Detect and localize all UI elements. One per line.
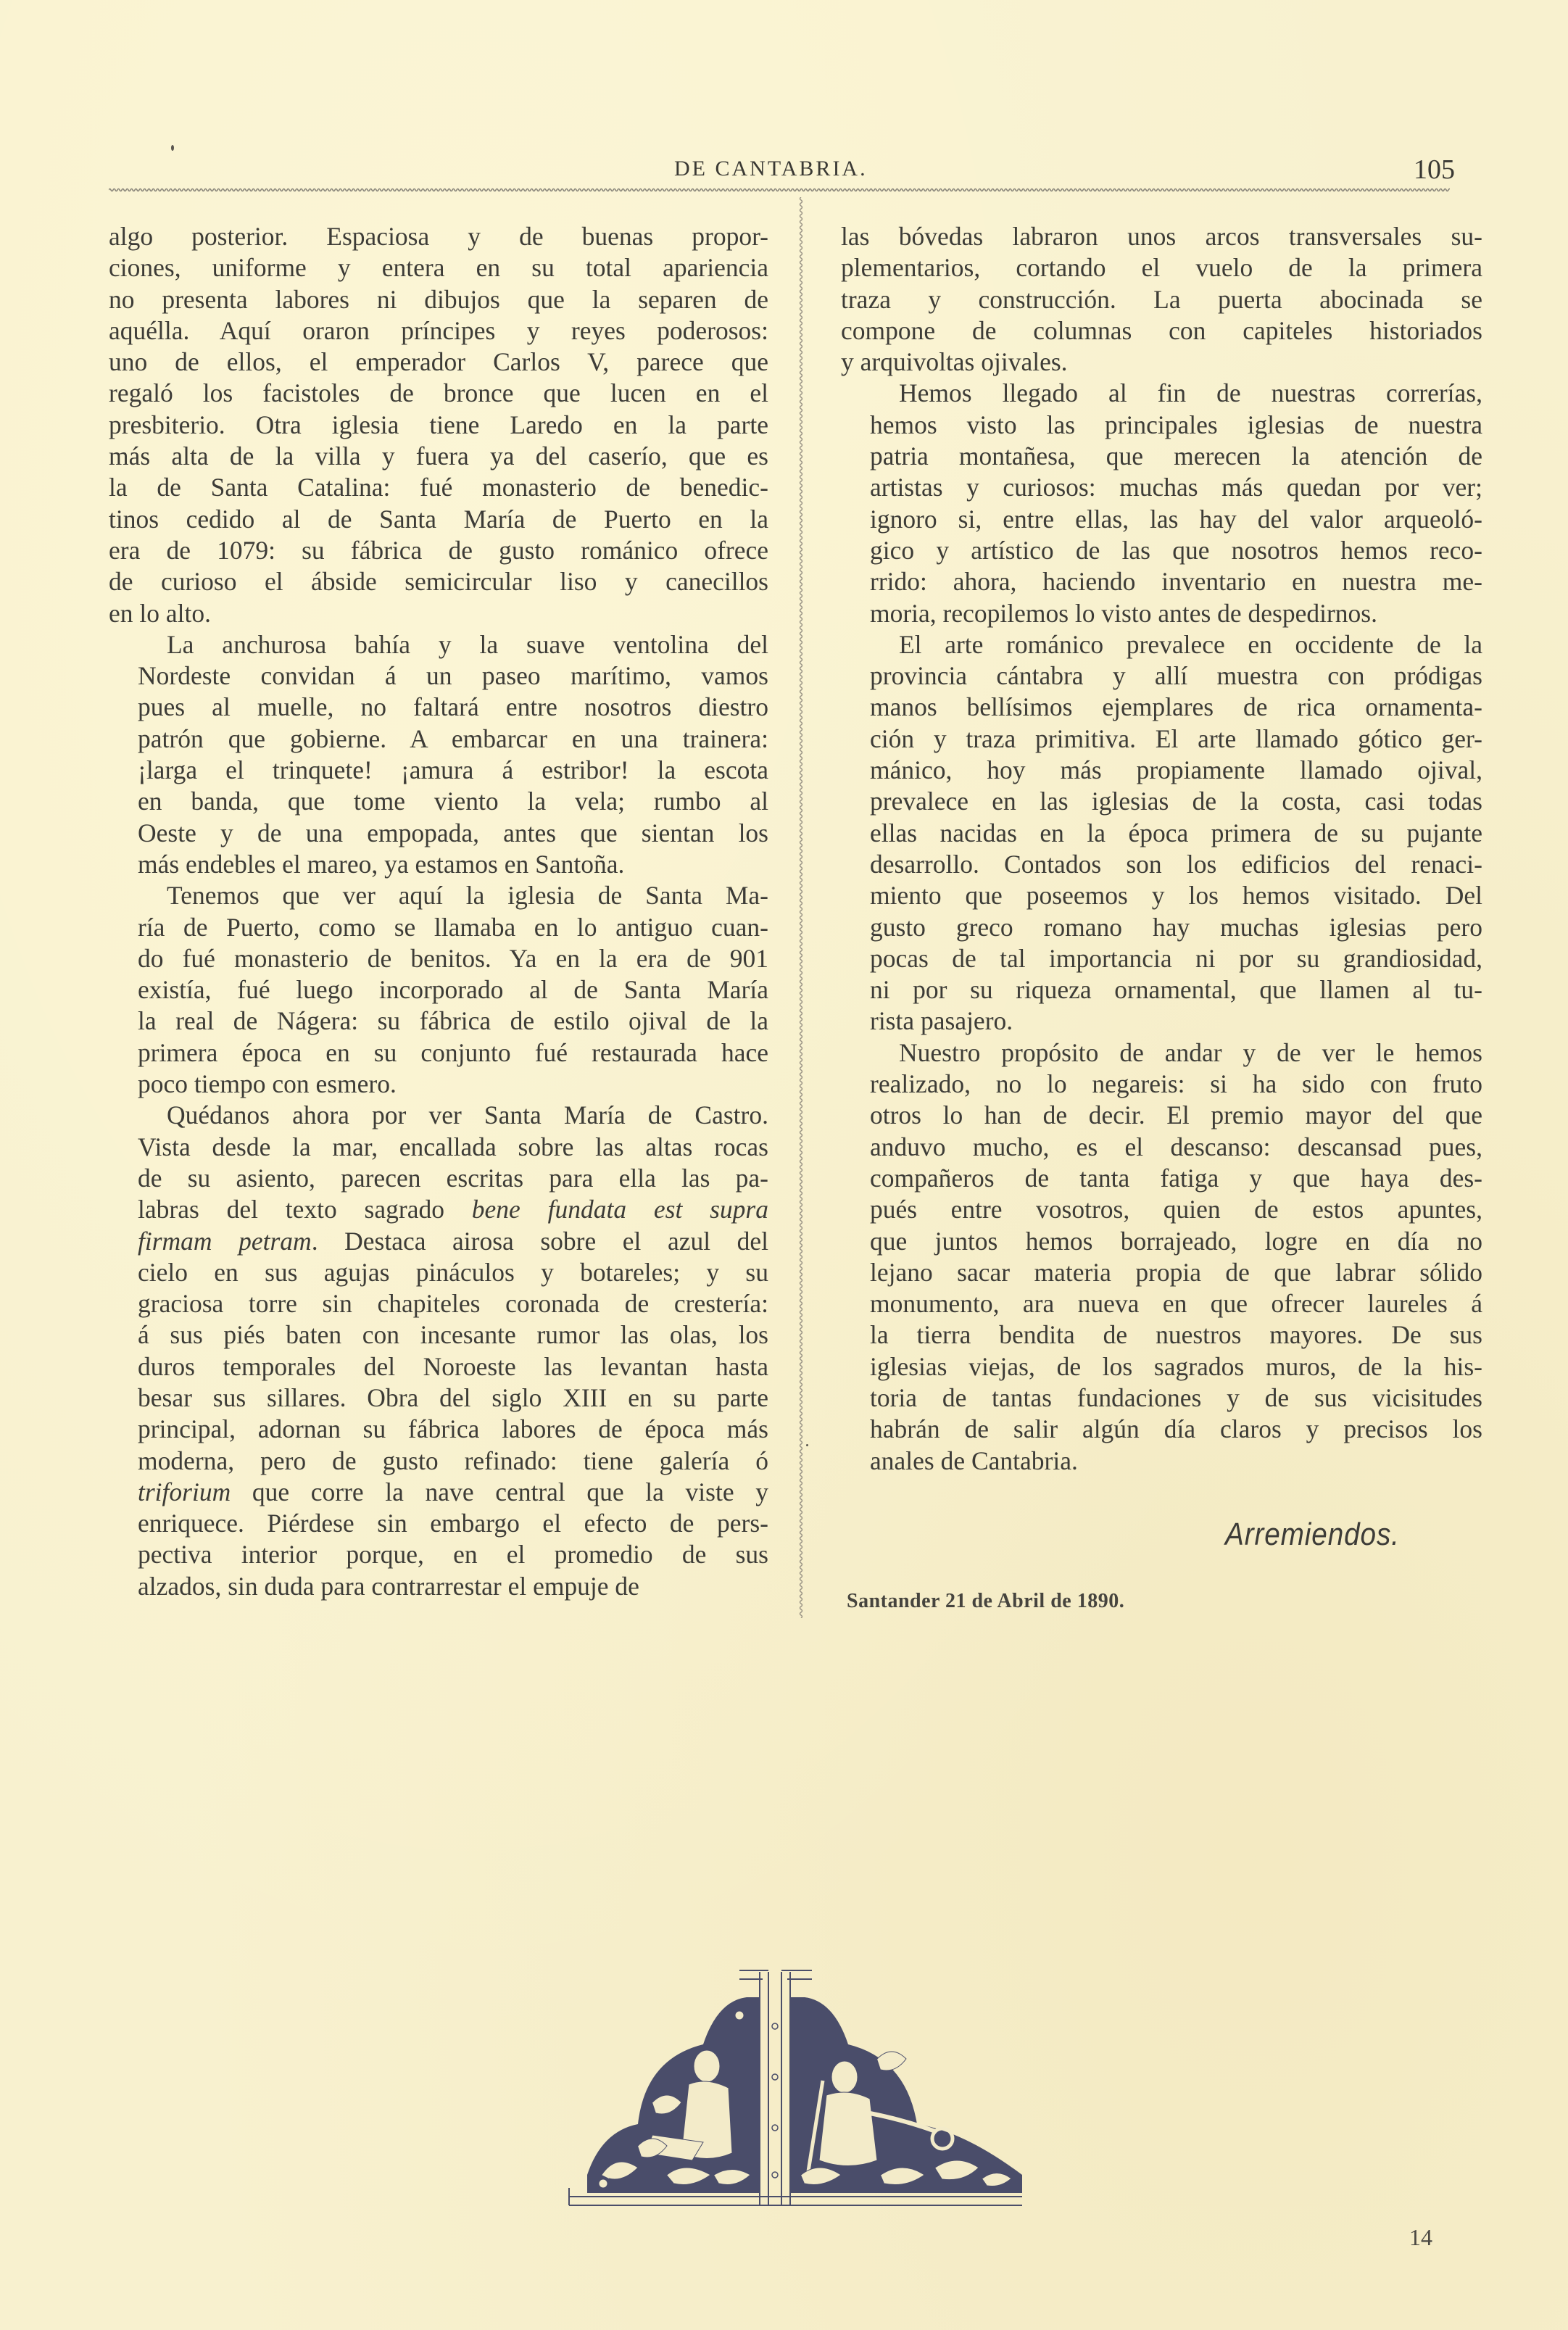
text-line: El arte románico prevalece en occidente de la: [899, 629, 1482, 659]
right-text-column: [841, 221, 1482, 1477]
text-line: iglesias viejas, de los sagrados muros, de la his-: [870, 1351, 1482, 1381]
text-line: graciosa torre sin chapiteles coronada de crestería:: [138, 1289, 768, 1319]
text-line: habrán de salir algún día claros y precisos los: [870, 1414, 1482, 1444]
text-line: lejano sacar materia propia de que labrar sólido: [870, 1257, 1482, 1287]
text-line: Oeste y de una empopada, antes que sientan los: [138, 818, 768, 847]
text-line: la de Santa Catalina: fué monasterio de benedic-: [109, 473, 768, 502]
text-line: la real de Nágera: su fábrica de estilo ojival de la: [138, 1006, 768, 1036]
text-line: anales de Cantabria.: [870, 1446, 1078, 1475]
column-separator-rule: [797, 197, 805, 1618]
author-signature: Arremiendos.: [1225, 1517, 1400, 1552]
text-line: regaló los facistoles de bronce que lucen en el: [109, 378, 768, 408]
text-line: monumento, ara nueva en que ofrecer laureles á: [870, 1289, 1482, 1319]
text-line: en banda, que tome viento la vela; rumbo al: [138, 787, 768, 816]
text-line: labras del texto sagrado bene fundata est supra: [138, 1195, 769, 1224]
text-line: triforium que corre la nave central que la viste y: [138, 1477, 768, 1506]
text-line: firmam petram. Destaca airosa sobre el azul del: [138, 1226, 768, 1256]
text-line: aquélla. Aquí oraron príncipes y reyes poderosos:: [109, 315, 768, 345]
text-line: y arquivoltas ojivales.: [841, 347, 1068, 377]
italic-latin-phrase: bene fundata est supra: [471, 1195, 769, 1224]
text-line: ni por su riqueza ornamental, que llamen al tu-: [870, 975, 1482, 1005]
text-line: patria montañesa, que merecen la atención de: [870, 441, 1482, 471]
text-line: cielo en sus agujas pináculos y botareles; y su: [138, 1257, 768, 1287]
text-line: Vista desde la mar, encallada sobre las altas rocas: [138, 1132, 768, 1161]
text-line: que juntos hemos borrajeado, logre en día no: [870, 1226, 1482, 1256]
text-line: traza y construcción. La puerta abocinada se: [841, 284, 1482, 314]
text-line: las bóvedas labraron unos arcos transversales su-: [841, 222, 1482, 251]
text-line: la tierra bendita de nuestros mayores. De sus: [870, 1320, 1482, 1350]
text-line: Quédanos ahora por ver Santa María de Castro.: [167, 1100, 768, 1130]
text-line: prevalece en las iglesias de la costa, casi todas: [870, 787, 1482, 816]
running-title: DE CANTABRIA.: [674, 157, 868, 181]
text-line: duros temporales del Noroeste las levantan hasta: [138, 1351, 768, 1381]
text-line: compone de columnas con capiteles historiados: [841, 315, 1482, 345]
text-line: realizado, no lo negareis: si ha sido con fruto: [870, 1069, 1482, 1099]
text-line: uno de ellos, el emperador Carlos V, parece que: [109, 347, 768, 377]
text-line: La anchurosa bahía y la suave ventolina del: [167, 629, 768, 659]
text-line: tinos cedido al de Santa María de Puerto en la: [109, 504, 768, 534]
text-line: patrón que gobierne. A embarcar en una trainera:: [138, 724, 768, 753]
text-line: ellas nacidas en la época primera de su pujante: [870, 818, 1482, 847]
paper-speck: [806, 1444, 808, 1446]
text-line: miento que poseemos y los hemos visitado. Del: [870, 881, 1482, 911]
text-line: gusto greco romano hay muchas iglesias pero: [870, 912, 1482, 942]
paragraph: [109, 880, 768, 1100]
tailpiece-vignette-icon: [558, 1957, 1037, 2226]
text-line: compañeros de tanta fatiga y que haya des-: [870, 1163, 1482, 1193]
text-line: mánico, hoy más propiamente llamado ojival,: [870, 755, 1482, 785]
text-line: otros lo han de decir. El premio mayor del que: [870, 1100, 1482, 1130]
text-line: manos bellísimos ejemplares de rica ornamenta-: [870, 692, 1482, 722]
text-line: alzados, sin duda para contrarrestar el empuje de: [138, 1571, 639, 1601]
text-line: rista pasajero.: [870, 1006, 1013, 1036]
italic-latin-phrase: triforium: [138, 1477, 231, 1506]
text-line: ción y traza primitiva. El arte llamado gótico ger-: [870, 724, 1482, 753]
text-line: primera época en su conjunto fué restaurada hace: [138, 1037, 768, 1067]
text-line: do fué monasterio de benitos. Ya en la era de 901: [138, 943, 768, 973]
signature-mark: 14: [1409, 2224, 1432, 2250]
text-line: más endebles el mareo, ya estamos en Santoña.: [138, 849, 625, 879]
text-line: pues al muelle, no faltará entre nosotros diestro: [138, 692, 768, 722]
text-line: ¡larga el trinquete! ¡amura á estribor! la escota: [138, 755, 768, 785]
text-line: existía, fué luego incorporado al de Santa María: [138, 975, 768, 1005]
left-text-column: [109, 221, 768, 1602]
text-line: pectiva interior porque, en el promedio de sus: [138, 1540, 768, 1570]
text-line: algo posterior. Espaciosa y de buenas propor-: [109, 222, 768, 251]
text-line: Nordeste convidan á un paseo marítimo, vamos: [138, 661, 768, 691]
text-line: anduvo mucho, es el descanso: descansad pues,: [870, 1132, 1482, 1161]
header-wavy-rule: [109, 187, 1450, 193]
text-line: más alta de la villa y fuera ya del caserío, que es: [109, 441, 768, 471]
text-line: principal, adornan su fábrica labores de época más: [138, 1414, 768, 1444]
paragraph: [841, 629, 1482, 1037]
text-line: era de 1079: su fábrica de gusto románico ofrece: [109, 535, 768, 565]
text-line: pués entre vosotros, quien de estos apuntes,: [870, 1195, 1482, 1224]
text-line: artistas y curiosos: muchas más quedan por ver;: [870, 473, 1482, 502]
text-line: en lo alto.: [109, 598, 211, 628]
text-line: Nuestro propósito de andar y de ver le hemos: [899, 1037, 1482, 1067]
text-line: de su asiento, parecen escritas para ella las pa-: [138, 1163, 768, 1193]
text-line: hemos visto las principales iglesias de nuestra: [870, 410, 1482, 439]
text-line: gico y artístico de las que nosotros hemos reco-: [870, 535, 1482, 565]
paragraph: [841, 221, 1482, 378]
text-line: de curioso el ábside semicircular liso y canecillos: [109, 567, 768, 597]
text-line: Hemos llegado al fin de nuestras correrías,: [899, 378, 1482, 408]
paper-speck: [171, 145, 174, 151]
paragraph: [841, 1037, 1482, 1477]
dateline: Santander 21 de Abril de 1890.: [847, 1590, 1125, 1612]
text-line: presbiterio. Otra iglesia tiene Laredo en la parte: [109, 410, 768, 439]
text-line: toria de tantas fundaciones y de sus vicisitudes: [870, 1382, 1482, 1412]
text-line: pocas de tal importancia ni por su grandiosidad,: [870, 943, 1482, 973]
text-line: rrido: ahora, haciendo inventario en nuestra me-: [870, 567, 1482, 597]
text-line: moderna, pero de gusto refinado: tiene galería ó: [138, 1446, 768, 1475]
running-head: [0, 151, 1568, 187]
text-line: ignoro si, entre ellas, las hay del valor arqueoló-: [870, 504, 1482, 534]
italic-latin-phrase: firmam petram: [138, 1226, 312, 1256]
text-line: provincia cántabra y allí muestra con pródigas: [870, 661, 1482, 691]
text-line: no presenta labores ni dibujos que la separen de: [109, 284, 768, 314]
paragraph: [841, 378, 1482, 629]
paragraph: [109, 221, 768, 629]
text-line: desarrollo. Contados son los edificios del renaci-: [870, 849, 1482, 879]
text-line: plementarios, cortando el vuelo de la primera: [841, 253, 1482, 283]
text-line: besar sus sillares. Obra del siglo XIII en su parte: [138, 1382, 768, 1412]
text-line: á sus piés baten con incesante rumor las olas, los: [138, 1320, 768, 1350]
text-line: moria, recopilemos lo visto antes de despedirnos.: [870, 598, 1377, 628]
text-line: poco tiempo con esmero.: [138, 1069, 397, 1099]
page-number: 105: [1414, 154, 1455, 185]
text-line: Tenemos que ver aquí la iglesia de Santa Ma-: [167, 881, 768, 911]
text-line: ría de Puerto, como se llamaba en lo antiguo cuan-: [138, 912, 768, 942]
text-line: enriquece. Piérdese sin embargo el efecto de pers-: [138, 1509, 768, 1538]
paragraph: [109, 629, 768, 880]
text-line: ciones, uniforme y entera en su total apariencia: [109, 253, 768, 283]
paragraph: [109, 1100, 768, 1602]
